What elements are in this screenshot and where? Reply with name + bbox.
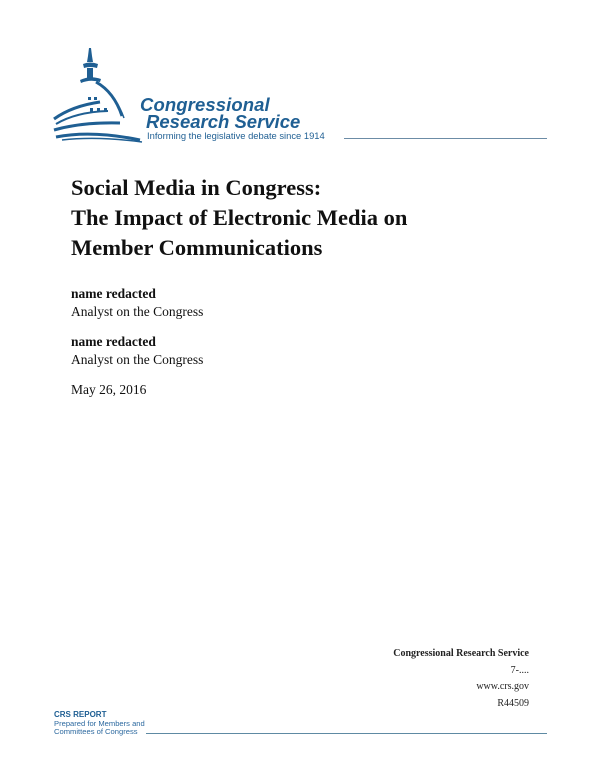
report-number: R44509 xyxy=(497,697,529,709)
author-1 xyxy=(71,285,203,321)
author-role: Analyst on the Congress xyxy=(71,304,204,319)
author-role: Analyst on the Congress xyxy=(71,352,204,367)
header-divider xyxy=(344,138,547,139)
report-title xyxy=(71,173,407,263)
crs-wordmark xyxy=(140,96,300,130)
author-2 xyxy=(71,333,203,369)
report-date: May 26, 2016 xyxy=(71,382,147,397)
footer-line-1: Prepared for Members and xyxy=(54,718,145,728)
footer-line-2: Committees of Congress xyxy=(54,727,138,737)
footer xyxy=(54,711,145,737)
author-name: name redacted xyxy=(71,334,156,349)
footer-divider xyxy=(146,733,547,734)
footer-label: CRS REPORT xyxy=(54,710,107,719)
title-line-2: The Impact of Electronic Media on xyxy=(71,205,408,230)
author-name: name redacted xyxy=(71,286,156,301)
brand-tagline: Informing the legislative debate since 1914 xyxy=(147,130,325,141)
publisher-block xyxy=(393,646,529,712)
publisher-phone: 7-.... xyxy=(510,664,529,676)
brand-line-2: Research Service xyxy=(146,111,301,132)
capitol-dome-icon xyxy=(52,44,152,144)
title-line-3: Member Communications xyxy=(71,235,323,260)
title-line-1: Social Media in Congress: xyxy=(71,175,322,200)
publisher-name: Congressional Research Service xyxy=(393,648,529,659)
publisher-website[interactable]: www.crs.gov xyxy=(476,681,529,692)
brand-line-1: Congressional xyxy=(140,94,270,115)
